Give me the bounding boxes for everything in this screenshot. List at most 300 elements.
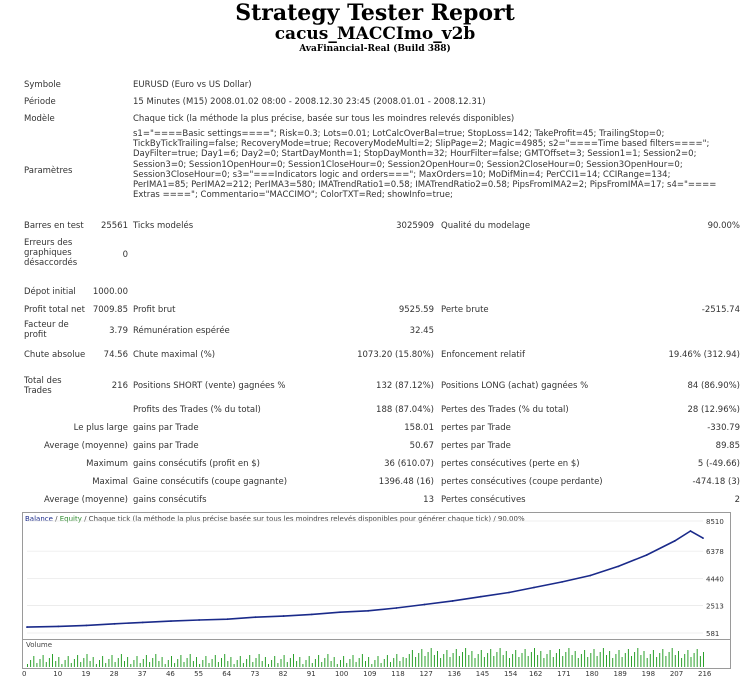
volume-bar <box>659 653 660 667</box>
volume-bar <box>302 664 303 667</box>
volume-bar <box>384 659 385 667</box>
volume-bar <box>565 652 566 667</box>
volume-bar <box>572 655 573 667</box>
maximal-label: Maximal <box>92 477 128 487</box>
bars-label: Barres en test <box>24 221 84 231</box>
volume-bar <box>90 661 91 667</box>
ticks-label: Ticks modelés <box>133 221 194 231</box>
volume-bar <box>259 654 260 667</box>
volume-bar <box>703 652 704 667</box>
volume-bar <box>130 664 131 667</box>
volume-bar <box>331 661 332 667</box>
grossprofit-value: 9525.59 <box>398 305 434 315</box>
volume-bar <box>421 649 422 667</box>
largest-loss-label: pertes par Trade <box>441 423 511 433</box>
balance-point <box>339 611 341 613</box>
volume-bar <box>556 653 557 667</box>
volume-bar <box>306 660 307 667</box>
volume-bar <box>202 660 203 667</box>
volume-bar <box>640 655 641 667</box>
volume-bar <box>644 651 645 667</box>
volume-bar <box>230 657 231 667</box>
x-tick-label: 0 <box>22 670 27 678</box>
volume-bar <box>324 658 325 667</box>
volume-bar <box>33 656 34 667</box>
volume-bar <box>140 663 141 667</box>
balance-point <box>690 530 692 532</box>
balance-point <box>646 554 648 556</box>
volume-bar <box>619 650 620 667</box>
volume-bar <box>468 655 469 667</box>
volume-bar <box>177 659 178 667</box>
x-tick-label: 136 <box>447 670 461 678</box>
expert-name: cacus_MACCImo_v2b <box>274 24 476 44</box>
volume-bar <box>74 659 75 667</box>
symbol-label: Symbole <box>24 80 61 90</box>
volume-bar <box>587 657 588 667</box>
volume-bar <box>484 657 485 667</box>
volume-bar <box>184 662 185 667</box>
avg-loss-label: pertes par Trade <box>441 441 511 451</box>
volume-bar <box>127 657 128 667</box>
absdd-label: Chute absolue <box>24 350 86 360</box>
volume-bar <box>215 655 216 667</box>
balance-point <box>452 600 454 602</box>
volume-bar <box>271 660 272 667</box>
volume-bar <box>490 649 491 667</box>
volume-bar <box>43 655 44 667</box>
volume-bar <box>653 650 654 667</box>
volume-bar <box>665 656 666 667</box>
volume-bar <box>146 655 147 667</box>
balance-point <box>283 615 285 617</box>
balance-point <box>226 618 228 620</box>
volume-bar <box>293 654 294 667</box>
x-tick-label: 109 <box>363 670 377 678</box>
volume-bar <box>168 660 169 667</box>
volume-bar <box>365 661 366 667</box>
x-tick-label: 145 <box>475 670 490 678</box>
volume-bar <box>327 654 328 667</box>
long-value: 84 (86.90%) <box>687 381 740 391</box>
volume-bar <box>597 656 598 667</box>
x-tick-label: 189 <box>613 670 627 678</box>
volume-bar <box>30 660 31 667</box>
volume-bar <box>237 660 238 667</box>
balance-point <box>618 565 620 567</box>
volume-bar <box>277 663 278 667</box>
volume-bar <box>525 649 526 667</box>
profittrades-value: 188 (87.04%) <box>376 405 434 415</box>
volume-bar <box>371 664 372 667</box>
balance-point <box>702 537 704 539</box>
avg-profit-label: gains par Trade <box>133 441 199 451</box>
volume-bar <box>462 652 463 667</box>
volume-bar <box>40 659 41 667</box>
volume-bar <box>374 660 375 667</box>
deposit-value: 1000.00 <box>92 287 128 297</box>
volume-bar <box>553 657 554 667</box>
maxconswins-label: gains consécutifs (profit en $) <box>133 459 260 469</box>
avg-loss-value: 89.85 <box>715 441 740 451</box>
volume-bar <box>155 654 156 667</box>
volume-bar <box>212 659 213 667</box>
x-tick-label: 55 <box>194 670 204 678</box>
balance-chart-svg <box>23 513 730 639</box>
volume-bar <box>281 659 282 667</box>
volume-bar <box>55 661 56 667</box>
maximallosses-value: -474.18 (3) <box>692 477 740 487</box>
volume-bar <box>584 650 585 667</box>
volume-bar <box>681 658 682 667</box>
volume-bar <box>650 654 651 667</box>
volume-bar <box>481 650 482 667</box>
volume-bar <box>174 663 175 667</box>
y-tick-label: 8510 <box>706 518 724 526</box>
volume-bar <box>121 654 122 667</box>
chart-title-balance: Balance <box>25 515 53 523</box>
balance-point <box>424 604 426 606</box>
y-tick-label: 581 <box>706 630 720 638</box>
x-tick-label: 198 <box>641 670 656 678</box>
volume-bar <box>362 654 363 667</box>
volume-bar <box>487 653 488 667</box>
largest-profit-label: gains par Trade <box>133 423 199 433</box>
volume-chart <box>22 639 731 669</box>
volume-bar <box>284 655 285 667</box>
volume-bar <box>581 654 582 667</box>
volume-bar <box>453 653 454 667</box>
volume-bar <box>446 650 447 667</box>
volume-bar <box>409 654 410 667</box>
x-tick-label: 127 <box>419 670 433 678</box>
volume-bar <box>540 651 541 667</box>
x-tick-label: 19 <box>81 670 91 678</box>
volume-bar <box>102 656 103 667</box>
errors-label: Erreurs des graphiques désaccordés <box>24 238 78 268</box>
volume-bar <box>368 657 369 667</box>
chart-title-sep: / <box>52 515 60 523</box>
volume-bar <box>672 648 673 667</box>
pf-value: 3.79 <box>109 326 128 336</box>
netprofit-label: Profit total net <box>24 305 85 315</box>
params-label: Paramètres <box>24 166 73 176</box>
volume-bar <box>578 658 579 667</box>
x-tick-label: 91 <box>306 670 316 678</box>
volume-bar <box>318 655 319 667</box>
volume-bar <box>697 649 698 667</box>
volume-bar <box>478 654 479 667</box>
volume-bar <box>687 650 688 667</box>
profittrades-label: Profits des Trades (% du total) <box>133 405 261 415</box>
volume-bar <box>537 655 538 667</box>
maxdd-label: Chute maximal (%) <box>133 350 216 360</box>
volume-bar <box>684 654 685 667</box>
x-tick-label: 10 <box>53 670 63 678</box>
pf-label: Facteur de profit <box>24 320 69 340</box>
ticks-value: 3025909 <box>396 221 434 231</box>
trades-value: 216 <box>111 381 128 391</box>
reldd-value: 19.46% (312.94) <box>668 350 740 360</box>
volume-bar <box>61 664 62 667</box>
volume-bar <box>694 653 695 667</box>
x-tick-label: 207 <box>669 670 684 678</box>
balance-point <box>533 587 535 589</box>
maximallosses-label: pertes consécutives (coupe perdante) <box>441 477 603 487</box>
trades-label: Total des Trades <box>24 376 62 396</box>
volume-bar <box>415 657 416 667</box>
volume-bar <box>243 663 244 667</box>
x-tick-label: 46 <box>165 670 175 678</box>
volume-bar <box>180 655 181 667</box>
volume-bar <box>27 664 28 667</box>
maximum-label: Maximum <box>86 459 128 469</box>
volume-bar <box>353 655 354 667</box>
volume-bar <box>606 655 607 667</box>
volume-bar <box>143 659 144 667</box>
x-tick-label: 37 <box>137 670 147 678</box>
grossloss-label: Perte brute <box>441 305 489 315</box>
maxdd-value: 1073.20 (15.80%) <box>357 350 434 360</box>
volume-bar <box>96 664 97 667</box>
balance-point <box>395 607 397 609</box>
avgconslosses-value: 2 <box>734 495 740 505</box>
volume-bar <box>158 661 159 667</box>
volume-bar <box>471 651 472 667</box>
volume-bar <box>218 662 219 667</box>
volume-bar <box>691 657 692 667</box>
volume-bar <box>287 662 288 667</box>
volume-bar <box>71 663 72 667</box>
volume-bar <box>700 656 701 667</box>
x-tick-label: 82 <box>278 670 288 678</box>
x-tick-label: 73 <box>250 670 260 678</box>
volume-bar <box>662 649 663 667</box>
x-tick-label: 118 <box>391 670 405 678</box>
balance-point <box>255 616 257 618</box>
maxconslosses-label: pertes consécutives (perte en $) <box>441 459 580 469</box>
volume-bar <box>531 652 532 667</box>
volume-bar <box>262 661 263 667</box>
volume-bar <box>647 658 648 667</box>
balance-point <box>26 626 28 628</box>
balance-point <box>561 581 563 583</box>
volume-bar <box>603 648 604 667</box>
maximalwins-value: 1396.48 (16) <box>378 477 434 487</box>
model-label: Modèle <box>24 114 55 124</box>
volume-bar <box>575 651 576 667</box>
balance-point <box>508 592 510 594</box>
volume-bar <box>196 657 197 667</box>
x-tick-label: 28 <box>109 670 119 678</box>
volume-bar <box>434 655 435 667</box>
x-tick-label: 154 <box>503 670 518 678</box>
volume-bar <box>46 662 47 667</box>
volume-bar <box>393 658 394 667</box>
balance-point <box>86 624 88 626</box>
volume-bar <box>199 664 200 667</box>
volume-bar <box>568 648 569 667</box>
volume-bar <box>518 657 519 667</box>
volume-bar <box>493 656 494 667</box>
short-value: 132 (87.12%) <box>376 381 434 391</box>
volume-bar <box>543 658 544 667</box>
volume-bar <box>209 663 210 667</box>
volume-bar <box>290 658 291 667</box>
volume-bar <box>547 654 548 667</box>
volume-bar <box>137 656 138 667</box>
x-tick-label: 100 <box>334 670 349 678</box>
volume-bar <box>165 664 166 667</box>
avgconswins-value: 13 <box>423 495 434 505</box>
volume-bar <box>500 648 501 667</box>
volume-bar <box>612 658 613 667</box>
avgconslosses-label: Pertes consécutives <box>441 495 526 505</box>
balance-series-line <box>27 531 703 627</box>
netprofit-value: 7009.85 <box>92 305 128 315</box>
errors-value: 0 <box>122 250 128 260</box>
x-tick-label: 216 <box>698 670 712 678</box>
volume-bar <box>152 658 153 667</box>
volume-chart-svg <box>23 640 730 668</box>
volume-bar <box>403 657 404 667</box>
y-tick-label: 2513 <box>706 602 724 611</box>
quality-value: 90.00% <box>707 221 740 231</box>
x-tick-label: 64 <box>222 670 232 678</box>
volume-bar <box>396 654 397 667</box>
volume-bar <box>559 649 560 667</box>
balance-point <box>170 620 172 622</box>
largest-label: Le plus large <box>73 423 128 433</box>
volume-bar <box>246 659 247 667</box>
volume-bar <box>105 663 106 667</box>
volume-bar <box>309 656 310 667</box>
volume-bar <box>334 657 335 667</box>
volume-bar <box>628 649 629 667</box>
volume-bar <box>234 664 235 667</box>
volume-bar <box>349 659 350 667</box>
volume-bar <box>437 651 438 667</box>
volume-bar <box>528 656 529 667</box>
volume-bar <box>346 663 347 667</box>
volume-bar <box>340 660 341 667</box>
volume-bar <box>594 649 595 667</box>
volume-bar <box>465 648 466 667</box>
quality-label: Qualité du modelage <box>441 221 531 231</box>
volume-bar <box>268 664 269 667</box>
volume-bar <box>496 652 497 667</box>
volume-bar <box>534 648 535 667</box>
payoff-label: Rémunération espérée <box>133 326 230 336</box>
volume-bar <box>412 650 413 667</box>
volume-bar <box>406 658 407 667</box>
volume-bar <box>615 654 616 667</box>
volume-bar <box>112 655 113 667</box>
chart-title-rest: / Chaque tick (la méthode la plus précise basée sur tous les moindres relevés disponibles pour générer chaque tick) / 90.00% <box>81 515 525 523</box>
avgconswins-label: gains consécutifs <box>133 495 207 505</box>
volume-bar <box>622 657 623 667</box>
volume-label: Volume <box>26 641 53 649</box>
x-tick-label: 180 <box>585 670 599 678</box>
largest-profit-value: 158.01 <box>404 423 434 433</box>
volume-bar <box>52 654 53 667</box>
volume-bar <box>512 654 513 667</box>
volume-bar <box>359 658 360 667</box>
volume-bar <box>418 653 419 667</box>
volume-bar <box>171 656 172 667</box>
volume-bar <box>68 656 69 667</box>
volume-bar <box>506 651 507 667</box>
absdd-value: 74.56 <box>103 350 128 360</box>
volume-bar <box>503 655 504 667</box>
server-name: AvaFinancial-Real (Build 388) <box>299 44 451 54</box>
balance-point <box>57 625 59 627</box>
volume-bar <box>634 652 635 667</box>
avg-profit-value: 50.67 <box>409 441 434 451</box>
volume-bar <box>93 657 94 667</box>
volume-bar <box>133 660 134 667</box>
volume-bar <box>99 660 100 667</box>
losstrades-label: Pertes des Trades (% du total) <box>441 405 569 415</box>
short-label: Positions SHORT (vente) gagnées % <box>133 381 286 391</box>
volume-bar <box>440 658 441 667</box>
volume-bar <box>459 656 460 667</box>
payoff-value: 32.45 <box>409 326 434 336</box>
volume-bar <box>65 660 66 667</box>
volume-bar <box>550 650 551 667</box>
reldd-label: Enfoncement relatif <box>441 350 525 360</box>
volume-bar <box>87 654 88 667</box>
volume-bar <box>509 658 510 667</box>
maxconswins-value: 36 (610.07) <box>384 459 434 469</box>
volume-bar <box>224 654 225 667</box>
volume-bar <box>637 648 638 667</box>
volume-bar <box>390 662 391 667</box>
volume-bar <box>387 655 388 667</box>
x-tick-label: 171 <box>557 670 571 678</box>
balance-point <box>367 610 369 612</box>
volume-bar <box>190 654 191 667</box>
volume-bar <box>205 656 206 667</box>
volume-bar <box>590 653 591 667</box>
volume-bar <box>669 652 670 667</box>
maximalwins-label: Gaine consécutifs (coupe gagnante) <box>133 477 288 487</box>
volume-bar <box>399 661 400 667</box>
volume-bar <box>656 657 657 667</box>
y-tick-label: 4440 <box>706 575 724 584</box>
volume-bar <box>456 649 457 667</box>
volume-bar <box>625 653 626 667</box>
volume-bar <box>36 663 37 667</box>
volume-bar <box>381 663 382 667</box>
grossprofit-label: Profit brut <box>133 305 176 315</box>
largest-loss-value: -330.79 <box>707 423 740 433</box>
x-tick-label: 162 <box>529 670 543 678</box>
volume-bar <box>83 658 84 667</box>
volume-bar <box>240 656 241 667</box>
volume-bar <box>124 661 125 667</box>
balance-chart <box>22 512 731 640</box>
volume-bar <box>431 648 432 667</box>
balance-point <box>480 596 482 598</box>
symbol-value: EURUSD (Euro vs US Dollar) <box>133 80 252 90</box>
long-label: Positions LONG (achat) gagnées % <box>441 381 589 391</box>
volume-bar <box>343 656 344 667</box>
volume-bar <box>321 662 322 667</box>
volume-bar <box>562 656 563 667</box>
volume-bar <box>193 661 194 667</box>
y-tick-label: 6378 <box>706 548 724 557</box>
